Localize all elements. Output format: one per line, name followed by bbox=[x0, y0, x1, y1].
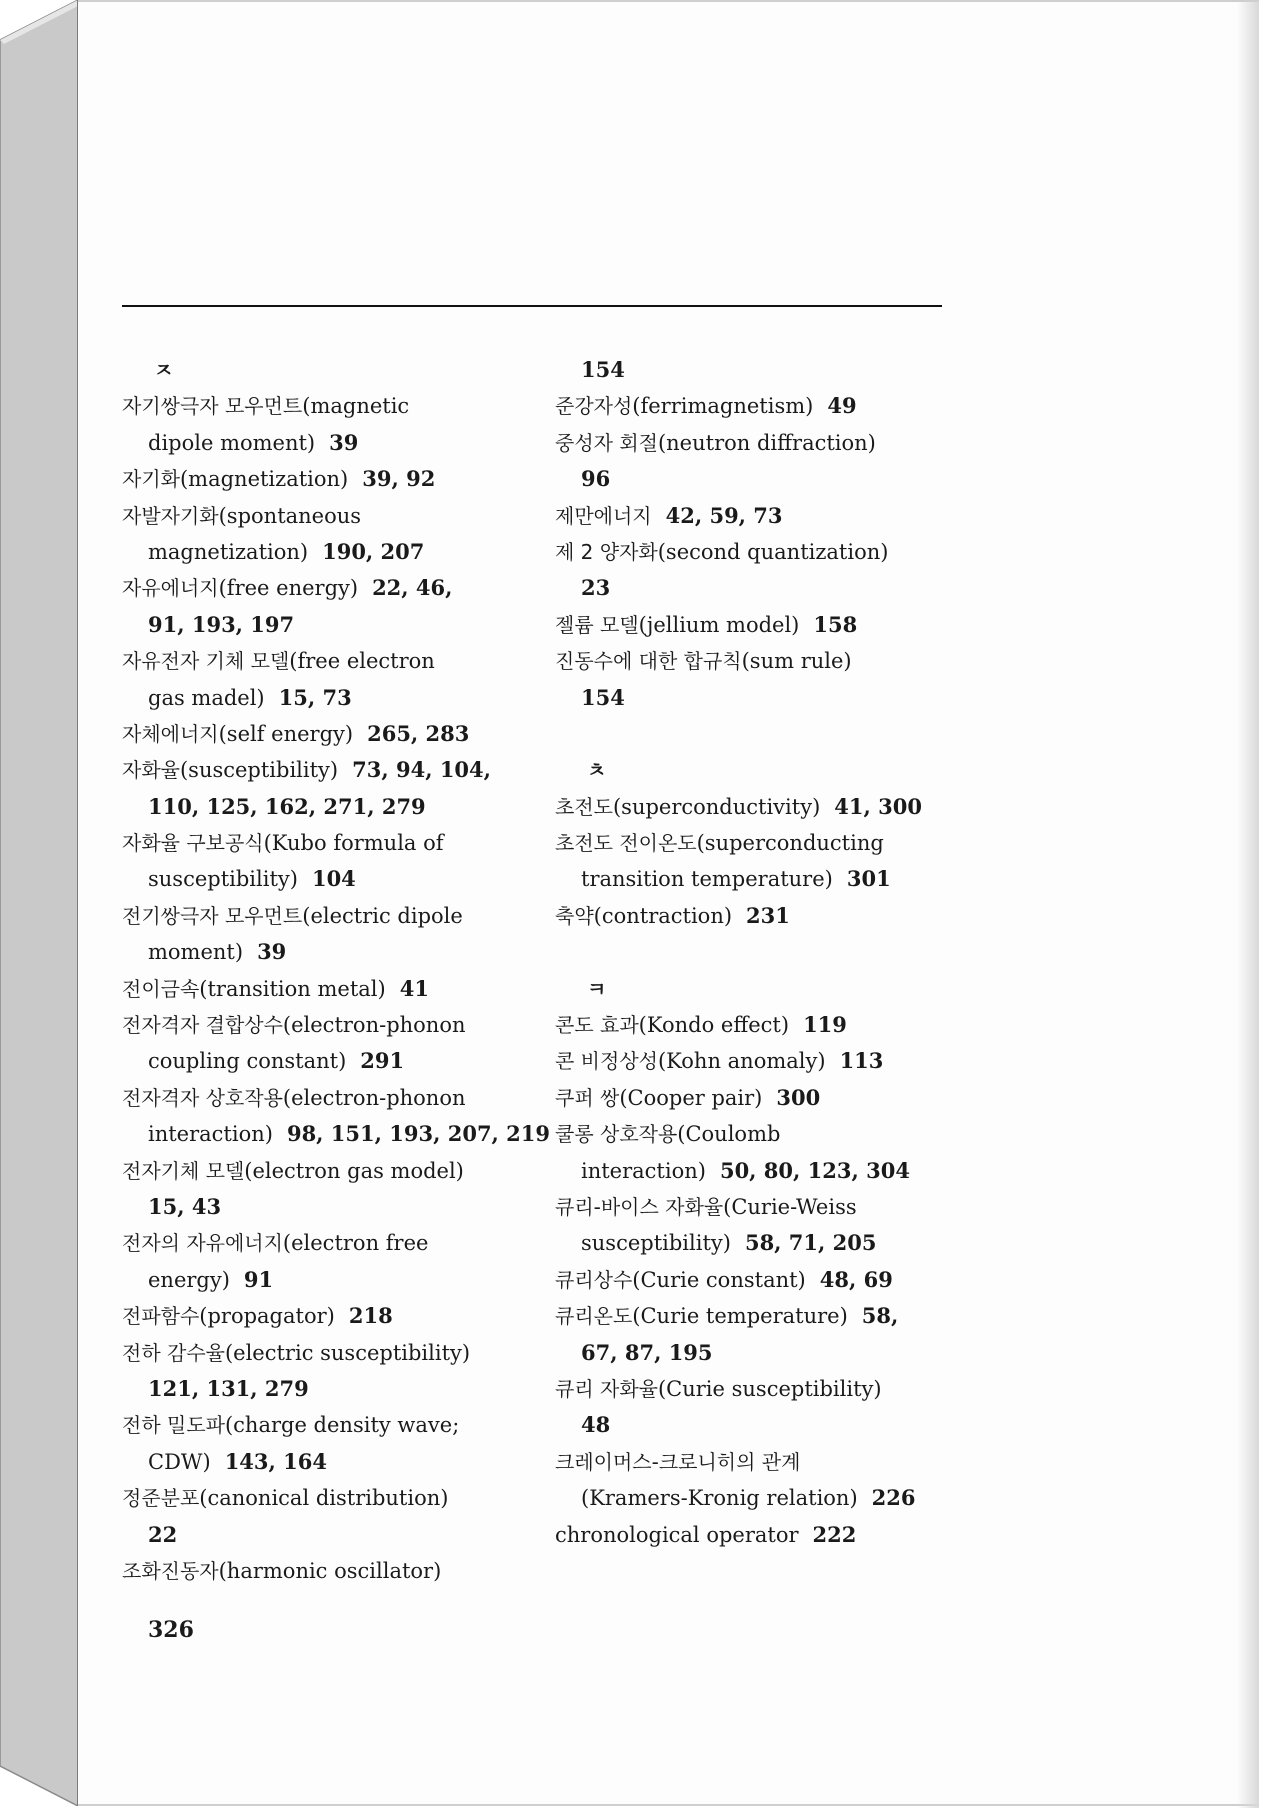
entry-page-numbers: 39 bbox=[257, 939, 287, 965]
entry-english-term: interaction) bbox=[581, 1158, 706, 1183]
entry-korean-term: 전이금속 bbox=[122, 976, 200, 1001]
entry-page-numbers: 121, 131, 279 bbox=[148, 1375, 309, 1401]
index-entry bbox=[555, 1298, 975, 1334]
entry-english-term: (jellium model) bbox=[638, 612, 800, 637]
entry-korean-term: 전파함수 bbox=[122, 1304, 200, 1329]
entry-english-term: (contraction) bbox=[593, 903, 733, 928]
index-entry bbox=[122, 1298, 542, 1334]
entry-korean-term: 초전도 전이온도 bbox=[555, 831, 697, 856]
entry-korean-term: 자발자기화 bbox=[122, 503, 219, 528]
index-entry bbox=[555, 1080, 975, 1116]
entry-page-numbers: 15, 43 bbox=[148, 1193, 222, 1219]
entry-english-term: (electron free bbox=[282, 1231, 429, 1256]
page-number: 326 bbox=[148, 1617, 194, 1643]
entry-page-numbers: 98, 151, 193, 207, 219 bbox=[286, 1121, 551, 1147]
entry-korean-term: 제 2 양자화 bbox=[555, 539, 658, 564]
entry-english-term: (superconducting bbox=[696, 831, 884, 856]
entry-page-numbers: 154 bbox=[581, 357, 625, 382]
entry-page-numbers: 48 bbox=[581, 1412, 611, 1438]
entry-english-term: energy) bbox=[148, 1267, 230, 1292]
entry-english-term: (Curie temperature) bbox=[632, 1304, 848, 1329]
entry-korean-term: 크레이머스-크로니히의 관계 bbox=[555, 1449, 801, 1474]
entry-page-numbers: 58, 71, 205 bbox=[744, 1230, 877, 1256]
entry-page-numbers: 301 bbox=[846, 866, 891, 892]
entry-page-numbers: 291 bbox=[360, 1048, 405, 1074]
entry-korean-term: 축약 bbox=[555, 903, 594, 928]
entry-korean-term: 자유전자 기체 모델 bbox=[122, 649, 290, 674]
index-entry bbox=[122, 1553, 542, 1589]
section-gap bbox=[555, 716, 975, 752]
entry-korean-term: 전자기체 모델 bbox=[122, 1158, 245, 1183]
entry-korean-term: 자화율 bbox=[122, 758, 180, 783]
entry-page-numbers: 39 bbox=[329, 429, 359, 455]
index-entry bbox=[122, 1480, 542, 1516]
index-entry-continuation bbox=[122, 1444, 542, 1480]
entry-page-numbers: 41 bbox=[399, 975, 429, 1001]
entry-korean-term: 중성자 회절 bbox=[555, 430, 658, 455]
index-entry-continuation bbox=[122, 680, 542, 716]
index-entry-continuation bbox=[122, 425, 542, 461]
entry-english-term: (neutron diffraction) bbox=[657, 430, 876, 455]
entry-page-numbers: 154 bbox=[581, 684, 625, 710]
entry-page-numbers: 67, 87, 195 bbox=[581, 1339, 713, 1365]
entry-page-numbers: 158 bbox=[813, 611, 858, 637]
entry-english-term: (free electron bbox=[289, 649, 435, 674]
index-entry-continuation bbox=[555, 680, 975, 716]
index-entry-continuation bbox=[555, 1407, 975, 1443]
entry-english-term: (Coulomb bbox=[677, 1122, 781, 1147]
index-entry bbox=[122, 752, 542, 788]
entry-korean-term: 전하 밀도파 bbox=[122, 1413, 225, 1438]
index-entry bbox=[555, 1007, 975, 1043]
entry-page-numbers: 49 bbox=[827, 393, 857, 419]
index-entry bbox=[555, 1262, 975, 1298]
entry-english-term: transition temperature) bbox=[581, 867, 833, 892]
entry-korean-term: 제만에너지 bbox=[555, 503, 652, 528]
entry-korean-term: 전기쌍극자 모우먼트 bbox=[122, 903, 303, 928]
index-entry bbox=[555, 1043, 975, 1079]
index-entry bbox=[555, 1189, 975, 1225]
entry-page-numbers: 58, bbox=[861, 1303, 899, 1329]
entry-english-term: (magnetic bbox=[302, 394, 410, 419]
entry-page-numbers: 218 bbox=[348, 1303, 393, 1329]
entry-page-numbers: 91 bbox=[243, 1266, 274, 1292]
entry-korean-term: 큐리-바이스 자화율 bbox=[555, 1194, 724, 1219]
entry-english-term: (harmonic oscillator) bbox=[218, 1558, 442, 1583]
index-entry bbox=[122, 643, 542, 679]
index-entry-continuation bbox=[555, 1335, 975, 1371]
page-edge-shadow bbox=[1237, 2, 1259, 1808]
index-section-heading: ㅊ bbox=[587, 758, 607, 783]
entry-english-term: (Kohn anomaly) bbox=[657, 1049, 826, 1074]
index-entry bbox=[122, 1335, 542, 1371]
entry-korean-term: 조화진동자 bbox=[122, 1558, 219, 1583]
entry-english-term: (Kondo effect) bbox=[638, 1013, 790, 1038]
entry-page-numbers: 91, 193, 197 bbox=[148, 611, 295, 637]
index-entry bbox=[555, 498, 975, 534]
index-entry bbox=[122, 971, 542, 1007]
entry-korean-term: 쿨롱 상호작용 bbox=[555, 1122, 678, 1147]
index-entry bbox=[122, 898, 542, 934]
index-entry-continuation bbox=[122, 607, 542, 643]
entry-page-numbers: 222 bbox=[812, 1521, 857, 1547]
entry-page-numbers: 23 bbox=[581, 575, 611, 601]
entry-korean-term: 자화율 구보공식 bbox=[122, 831, 264, 856]
entry-english-term: (transition metal) bbox=[199, 976, 386, 1001]
entry-page-numbers: 96 bbox=[581, 466, 611, 492]
entry-english-term: (electron gas model) bbox=[244, 1158, 464, 1183]
index-entry bbox=[555, 643, 975, 679]
index-entry-continuation bbox=[122, 1116, 551, 1152]
entry-korean-term: 전자격자 상호작용 bbox=[122, 1085, 283, 1110]
index-entry bbox=[122, 570, 542, 606]
entry-english-term: magnetization) bbox=[148, 539, 309, 564]
entry-korean-term: 자체에너지 bbox=[122, 721, 219, 746]
index-entry bbox=[122, 1007, 542, 1043]
index-entry bbox=[122, 1080, 542, 1116]
entry-english-term: CDW) bbox=[148, 1449, 211, 1474]
entry-english-term: moment) bbox=[148, 940, 244, 965]
index-entry bbox=[122, 825, 542, 861]
index-entry-continuation bbox=[122, 1262, 542, 1298]
entry-korean-term: 자유에너지 bbox=[122, 576, 219, 601]
entry-page-numbers: 22, 46, bbox=[372, 575, 453, 601]
entry-english-term: dipole moment) bbox=[148, 430, 316, 455]
entry-english-term: (superconductivity) bbox=[612, 794, 821, 819]
entry-english-term: (sum rule) bbox=[741, 649, 852, 674]
index-entry-continuation bbox=[122, 789, 542, 825]
entry-english-term: (propagator) bbox=[199, 1304, 335, 1329]
entry-english-term: (susceptibility) bbox=[179, 758, 339, 783]
entry-korean-term: 자기쌍극자 모우먼트 bbox=[122, 394, 303, 419]
entry-english-term: gas madel) bbox=[148, 685, 265, 710]
book-spine bbox=[0, 0, 80, 1806]
entry-korean-term: 준강자성 bbox=[555, 394, 633, 419]
entry-english-term: coupling constant) bbox=[148, 1049, 347, 1074]
index-entry-continuation bbox=[122, 1189, 542, 1225]
index-entry-continuation bbox=[122, 1043, 542, 1079]
entry-page-numbers: 119 bbox=[803, 1012, 847, 1038]
index-entry-continuation bbox=[555, 1480, 975, 1516]
entry-korean-term: 큐리상수 bbox=[555, 1267, 633, 1292]
entry-page-numbers: 110, 125, 162, 271, 279 bbox=[148, 793, 426, 819]
entry-english-term: (electron-phonon bbox=[282, 1085, 466, 1110]
index-entry-continuation bbox=[122, 1517, 542, 1553]
entry-english-term: (electron-phonon bbox=[282, 1013, 466, 1038]
entry-page-numbers: 300 bbox=[776, 1084, 821, 1110]
index-entry bbox=[555, 607, 975, 643]
index-entry bbox=[555, 1517, 975, 1553]
entry-english-term: (Kramers-Kronig relation) bbox=[581, 1486, 858, 1511]
entry-page-numbers: 15, 73 bbox=[278, 684, 352, 710]
index-entry bbox=[555, 825, 975, 861]
index-entry bbox=[122, 461, 542, 497]
entry-english-term: (Kubo formula of bbox=[263, 831, 444, 856]
index-entry bbox=[555, 534, 975, 570]
entry-korean-term: 초전도 bbox=[555, 794, 613, 819]
index-column-left bbox=[122, 352, 551, 1589]
index-entry bbox=[122, 498, 542, 534]
entry-english-term: susceptibility) bbox=[148, 867, 298, 892]
entry-korean-term: 진동수에 대한 합규칙 bbox=[555, 649, 742, 674]
entry-page-numbers: 190, 207 bbox=[322, 538, 425, 564]
entry-english-term: (second quantization) bbox=[657, 539, 889, 564]
entry-page-numbers: 48, 69 bbox=[819, 1266, 893, 1292]
entry-korean-term: 콘 비정상성 bbox=[555, 1049, 658, 1074]
entry-page-numbers: 265, 283 bbox=[367, 720, 470, 746]
index-entry bbox=[555, 1444, 975, 1480]
index-entry-continuation bbox=[555, 461, 975, 497]
entry-korean-term: 전자의 자유에너지 bbox=[122, 1231, 283, 1256]
index-entry bbox=[555, 1371, 975, 1407]
entry-korean-term: 큐리온도 bbox=[555, 1304, 633, 1329]
entry-page-numbers: 143, 164 bbox=[224, 1448, 327, 1474]
entry-page-numbers: 42, 59, 73 bbox=[665, 502, 783, 528]
entry-korean-term: 콘도 효과 bbox=[555, 1013, 639, 1038]
entry-korean-term: 정준분포 bbox=[122, 1486, 200, 1511]
index-entry bbox=[555, 1116, 975, 1152]
entry-page-numbers: 22 bbox=[148, 1521, 178, 1547]
index-section-heading: ㅈ bbox=[154, 358, 174, 382]
entry-english-term: chronological operator bbox=[555, 1522, 799, 1547]
index-entry-continuation bbox=[122, 534, 542, 570]
entry-english-term: (magnetization) bbox=[179, 467, 349, 492]
entry-english-term: (Curie constant) bbox=[632, 1267, 806, 1292]
index-entry bbox=[555, 425, 975, 461]
entry-korean-term: 쿠퍼 쌍 bbox=[555, 1085, 620, 1110]
index-entry-continuation bbox=[122, 861, 542, 897]
index-entry bbox=[555, 789, 975, 825]
header-rule bbox=[122, 305, 942, 307]
index-section-heading: ㅋ bbox=[587, 976, 607, 1001]
index-entry-continuation bbox=[122, 1371, 542, 1407]
index-entry-continuation bbox=[555, 1153, 975, 1189]
entry-english-term: (ferrimagnetism) bbox=[632, 394, 814, 419]
entry-english-term: (Curie susceptibility) bbox=[657, 1376, 882, 1401]
entry-english-term: (electric dipole bbox=[302, 903, 463, 928]
index-entry-continuation bbox=[555, 352, 975, 388]
entry-english-term: (Cooper pair) bbox=[619, 1085, 763, 1110]
index-entry-continuation bbox=[555, 1225, 975, 1261]
entry-page-numbers: 231 bbox=[746, 902, 790, 928]
index-entry-continuation bbox=[555, 861, 975, 897]
entry-english-term: (charge density wave; bbox=[224, 1413, 460, 1438]
entry-english-term: (free energy) bbox=[218, 576, 359, 601]
entry-english-term: interaction) bbox=[148, 1122, 273, 1147]
index-entry bbox=[122, 388, 542, 424]
entry-korean-term: 젤륨 모델 bbox=[555, 612, 639, 637]
entry-korean-term: 전하 감수율 bbox=[122, 1340, 225, 1365]
entry-page-numbers: 104 bbox=[311, 866, 356, 892]
entry-page-numbers: 39, 92 bbox=[362, 466, 436, 492]
entry-page-numbers: 226 bbox=[871, 1485, 916, 1511]
entry-korean-term: 큐리 자화율 bbox=[555, 1376, 658, 1401]
entry-korean-term: 자기화 bbox=[122, 467, 180, 492]
entry-page-numbers: 41, 300 bbox=[834, 793, 922, 819]
index-entry bbox=[122, 1407, 542, 1443]
entry-english-term: (self energy) bbox=[218, 721, 354, 746]
entry-english-term: (electric susceptibility) bbox=[224, 1340, 471, 1365]
entry-page-numbers: 113 bbox=[839, 1048, 884, 1074]
entry-english-term: susceptibility) bbox=[581, 1231, 731, 1256]
index-entry bbox=[122, 716, 542, 752]
entry-page-numbers: 50, 80, 123, 304 bbox=[719, 1157, 910, 1183]
index-entry bbox=[555, 388, 975, 424]
entry-english-term: (Curie-Weiss bbox=[723, 1194, 857, 1219]
section-gap bbox=[555, 934, 975, 970]
index-entry bbox=[555, 898, 975, 934]
entry-english-term: (canonical distribution) bbox=[199, 1486, 449, 1511]
entry-english-term: (spontaneous bbox=[218, 503, 362, 528]
entry-korean-term: 전자격자 결합상수 bbox=[122, 1013, 283, 1038]
index-entry-continuation bbox=[555, 570, 975, 606]
index-entry bbox=[122, 1225, 542, 1261]
index-entry bbox=[122, 1153, 542, 1189]
index-entry-continuation bbox=[122, 934, 542, 970]
index-column-right bbox=[555, 352, 975, 1553]
entry-page-numbers: 73, 94, 104, bbox=[352, 757, 491, 783]
